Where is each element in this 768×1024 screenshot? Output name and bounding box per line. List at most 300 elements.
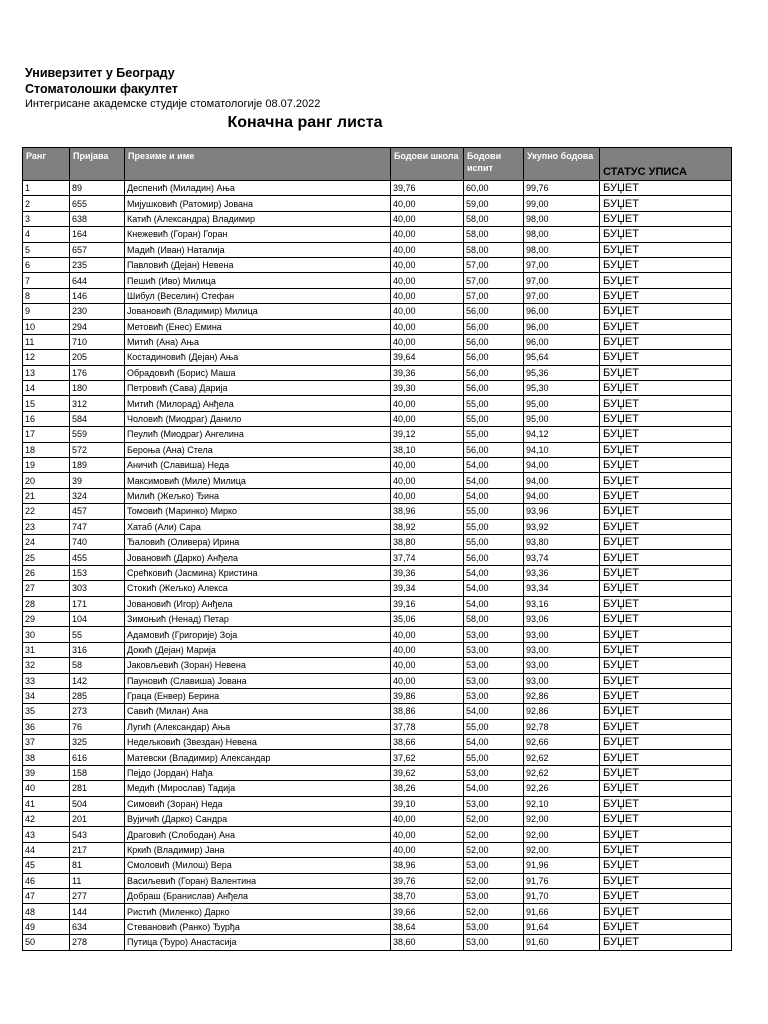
cell-status: БУЏЕТ: [600, 181, 732, 196]
table-row: [23, 519, 732, 534]
cell-status: БУЏЕТ: [600, 581, 732, 596]
cell-name: Мадић (Иван) Наталија: [125, 242, 391, 257]
cell-name: Драговић (Слободан) Ана: [125, 827, 391, 842]
cell-name: Костадиновић (Дејан) Ања: [125, 350, 391, 365]
cell-exam-points: 55,00: [464, 427, 524, 442]
cell-status: БУЏЕТ: [600, 365, 732, 380]
page-title: Коначна ранг листа: [227, 114, 383, 131]
cell-name: Јовановић (Игор) Анђела: [125, 596, 391, 611]
cell-exam-points: 53,00: [464, 935, 524, 950]
cell-school-points: 39,62: [391, 765, 464, 780]
cell-name: Пауновић (Славиша) Јована: [125, 673, 391, 688]
cell-status: БУЏЕТ: [600, 688, 732, 703]
cell-exam-points: 56,00: [464, 365, 524, 380]
cell-application: 504: [70, 796, 125, 811]
cell-exam-points: 56,00: [464, 550, 524, 565]
cell-name: Вујичић (Дарко) Сандра: [125, 812, 391, 827]
table-row: [23, 458, 732, 473]
table-row: [23, 919, 732, 934]
cell-total-points: 92,26: [524, 781, 600, 796]
cell-school-points: 40,00: [391, 242, 464, 257]
cell-exam-points: 52,00: [464, 904, 524, 919]
table-row: [23, 350, 732, 365]
cell-status: БУЏЕТ: [600, 842, 732, 857]
cell-status: БУЏЕТ: [600, 319, 732, 334]
cell-total-points: 91,76: [524, 873, 600, 888]
cell-school-points: 38,96: [391, 504, 464, 519]
cell-exam-points: 54,00: [464, 596, 524, 611]
cell-status: БУЏЕТ: [600, 888, 732, 903]
cell-application: 171: [70, 596, 125, 611]
cell-total-points: 93,00: [524, 642, 600, 657]
table-row: [23, 534, 732, 549]
cell-school-points: 37,62: [391, 750, 464, 765]
table-row: [23, 242, 732, 257]
table-row: [23, 211, 732, 226]
cell-status: БУЏЕТ: [600, 442, 732, 457]
cell-status: БУЏЕТ: [600, 458, 732, 473]
cell-total-points: 98,00: [524, 242, 600, 257]
cell-school-points: 40,00: [391, 627, 464, 642]
cell-name: Граца (Енвер) Берина: [125, 688, 391, 703]
cell-total-points: 99,76: [524, 181, 600, 196]
cell-status: БУЏЕТ: [600, 519, 732, 534]
cell-rank: 20: [23, 473, 70, 488]
cell-name: Кнежевић (Горан) Горан: [125, 227, 391, 242]
cell-application: 559: [70, 427, 125, 442]
table-row: [23, 427, 732, 442]
cell-application: 303: [70, 581, 125, 596]
table-row: [23, 611, 732, 626]
table-row: [23, 304, 732, 319]
cell-exam-points: 58,00: [464, 611, 524, 626]
cell-exam-points: 53,00: [464, 796, 524, 811]
table-row: [23, 565, 732, 580]
cell-status: БУЏЕТ: [600, 827, 732, 842]
table-row: [23, 935, 732, 950]
cell-rank: 33: [23, 673, 70, 688]
cell-exam-points: 55,00: [464, 519, 524, 534]
cell-application: 55: [70, 627, 125, 642]
cell-school-points: 38,26: [391, 781, 464, 796]
cell-rank: 10: [23, 319, 70, 334]
cell-total-points: 94,00: [524, 488, 600, 503]
cell-school-points: 40,00: [391, 319, 464, 334]
table-row: [23, 688, 732, 703]
cell-total-points: 95,64: [524, 350, 600, 365]
cell-status: БУЏЕТ: [600, 227, 732, 242]
table-row: [23, 704, 732, 719]
table-row: [23, 627, 732, 642]
ranking-table: [22, 147, 732, 951]
cell-total-points: 97,00: [524, 288, 600, 303]
table-row: [23, 227, 732, 242]
table-row: [23, 365, 732, 380]
cell-total-points: 91,70: [524, 888, 600, 903]
cell-rank: 1: [23, 181, 70, 196]
cell-rank: 9: [23, 304, 70, 319]
cell-name: Симовић (Зоран) Неда: [125, 796, 391, 811]
cell-exam-points: 56,00: [464, 304, 524, 319]
table-row: [23, 796, 732, 811]
cell-rank: 42: [23, 812, 70, 827]
table-row: [23, 273, 732, 288]
cell-name: Ђаловић (Оливера) Ирина: [125, 534, 391, 549]
table-row: [23, 504, 732, 519]
cell-name: Катић (Александра) Владимир: [125, 211, 391, 226]
cell-name: Недељковић (Звездан) Невена: [125, 735, 391, 750]
cell-school-points: 39,16: [391, 596, 464, 611]
cell-rank: 23: [23, 519, 70, 534]
cell-exam-points: 56,00: [464, 350, 524, 365]
cell-total-points: 92,00: [524, 827, 600, 842]
cell-exam-points: 56,00: [464, 381, 524, 396]
cell-school-points: 40,00: [391, 288, 464, 303]
cell-exam-points: 53,00: [464, 765, 524, 780]
cell-exam-points: 56,00: [464, 334, 524, 349]
cell-application: 158: [70, 765, 125, 780]
cell-total-points: 98,00: [524, 227, 600, 242]
table-row: [23, 442, 732, 457]
cell-application: 657: [70, 242, 125, 257]
cell-name: Берoња (Ана) Стела: [125, 442, 391, 457]
table-row: [23, 257, 732, 272]
cell-name: Јаковљевић (Зоран) Невена: [125, 658, 391, 673]
cell-total-points: 92,86: [524, 704, 600, 719]
cell-name: Медић (Мирослав) Тадија: [125, 781, 391, 796]
cell-status: БУЏЕТ: [600, 765, 732, 780]
cell-status: БУЏЕТ: [600, 935, 732, 950]
cell-school-points: 40,00: [391, 827, 464, 842]
cell-school-points: 40,00: [391, 812, 464, 827]
cell-total-points: 93,00: [524, 673, 600, 688]
cell-total-points: 92,00: [524, 812, 600, 827]
table-row: [23, 581, 732, 596]
cell-application: 457: [70, 504, 125, 519]
cell-rank: 28: [23, 596, 70, 611]
cell-application: 58: [70, 658, 125, 673]
cell-exam-points: 52,00: [464, 873, 524, 888]
cell-status: БУЏЕТ: [600, 427, 732, 442]
cell-name: Стокић (Жељко) Алекса: [125, 581, 391, 596]
cell-rank: 7: [23, 273, 70, 288]
table-row: [23, 196, 732, 211]
cell-exam-points: 53,00: [464, 627, 524, 642]
cell-exam-points: 58,00: [464, 211, 524, 226]
cell-total-points: 93,34: [524, 581, 600, 596]
cell-total-points: 94,00: [524, 473, 600, 488]
cell-school-points: 40,00: [391, 458, 464, 473]
cell-total-points: 95,30: [524, 381, 600, 396]
cell-name: Томовић (Маринко) Мирко: [125, 504, 391, 519]
cell-total-points: 94,12: [524, 427, 600, 442]
cell-rank: 14: [23, 381, 70, 396]
cell-application: 638: [70, 211, 125, 226]
cell-exam-points: 58,00: [464, 242, 524, 257]
col-header-name: Презиме и име: [125, 148, 391, 181]
cell-total-points: 96,00: [524, 304, 600, 319]
cell-name: Аничић (Славиша) Неда: [125, 458, 391, 473]
cell-rank: 27: [23, 581, 70, 596]
table-row: [23, 181, 732, 196]
cell-name: Пешић (Иво) Милица: [125, 273, 391, 288]
cell-name: Васиљевић (Горан) Валентина: [125, 873, 391, 888]
cell-school-points: 40,00: [391, 304, 464, 319]
cell-name: Ристић (Миленко) Дарко: [125, 904, 391, 919]
cell-school-points: 40,00: [391, 842, 464, 857]
cell-total-points: 93,16: [524, 596, 600, 611]
col-header-rank: Ранг: [23, 148, 70, 181]
cell-school-points: 40,00: [391, 227, 464, 242]
cell-exam-points: 53,00: [464, 858, 524, 873]
table-row: [23, 658, 732, 673]
cell-total-points: 92,62: [524, 765, 600, 780]
cell-name: Шибул (Веселин) Стефан: [125, 288, 391, 303]
table-row: [23, 812, 732, 827]
cell-total-points: 94,10: [524, 442, 600, 457]
cell-rank: 37: [23, 735, 70, 750]
cell-rank: 34: [23, 688, 70, 703]
cell-school-points: 38,80: [391, 534, 464, 549]
cell-rank: 22: [23, 504, 70, 519]
cell-exam-points: 55,00: [464, 534, 524, 549]
cell-rank: 50: [23, 935, 70, 950]
cell-rank: 26: [23, 565, 70, 580]
cell-status: БУЏЕТ: [600, 642, 732, 657]
table-row: [23, 873, 732, 888]
cell-school-points: 37,74: [391, 550, 464, 565]
cell-application: 176: [70, 365, 125, 380]
cell-status: БУЏЕТ: [600, 873, 732, 888]
table-row: [23, 827, 732, 842]
cell-rank: 45: [23, 858, 70, 873]
cell-rank: 17: [23, 427, 70, 442]
cell-status: БУЏЕТ: [600, 350, 732, 365]
cell-rank: 38: [23, 750, 70, 765]
cell-exam-points: 54,00: [464, 458, 524, 473]
cell-status: БУЏЕТ: [600, 381, 732, 396]
cell-application: 180: [70, 381, 125, 396]
cell-total-points: 97,00: [524, 257, 600, 272]
table-row: [23, 488, 732, 503]
cell-school-points: 38,86: [391, 704, 464, 719]
cell-exam-points: 57,00: [464, 288, 524, 303]
cell-name: Деспенић (Миладин) Ања: [125, 181, 391, 196]
cell-school-points: 38,66: [391, 735, 464, 750]
cell-name: Метовић (Енес) Емина: [125, 319, 391, 334]
cell-status: БУЏЕТ: [600, 704, 732, 719]
cell-application: 89: [70, 181, 125, 196]
cell-status: БУЏЕТ: [600, 411, 732, 426]
table-row: [23, 596, 732, 611]
cell-name: Зимоњић (Ненад) Петар: [125, 611, 391, 626]
table-row: [23, 642, 732, 657]
cell-exam-points: 53,00: [464, 642, 524, 657]
table-row: [23, 781, 732, 796]
cell-application: 81: [70, 858, 125, 873]
cell-school-points: 40,00: [391, 396, 464, 411]
cell-exam-points: 54,00: [464, 565, 524, 580]
cell-exam-points: 53,00: [464, 888, 524, 903]
cell-total-points: 95,00: [524, 396, 600, 411]
cell-rank: 30: [23, 627, 70, 642]
cell-exam-points: 54,00: [464, 581, 524, 596]
cell-status: БУЏЕТ: [600, 750, 732, 765]
cell-name: Докић (Дејан) Марија: [125, 642, 391, 657]
cell-rank: 18: [23, 442, 70, 457]
cell-application: 11: [70, 873, 125, 888]
cell-total-points: 93,00: [524, 627, 600, 642]
cell-rank: 21: [23, 488, 70, 503]
cell-application: 710: [70, 334, 125, 349]
cell-rank: 39: [23, 765, 70, 780]
cell-exam-points: 53,00: [464, 658, 524, 673]
cell-name: Адамовић (Григорије) Зоја: [125, 627, 391, 642]
col-header-status: СТАТУС УПИСА: [600, 148, 732, 181]
cell-application: 316: [70, 642, 125, 657]
cell-exam-points: 57,00: [464, 273, 524, 288]
cell-total-points: 91,66: [524, 904, 600, 919]
cell-status: БУЏЕТ: [600, 196, 732, 211]
cell-rank: 15: [23, 396, 70, 411]
cell-status: БУЏЕТ: [600, 611, 732, 626]
program-and-date: Интегрисане академске студије стоматологије 08.07.2022: [25, 98, 321, 110]
cell-name: Пеулић (Миодраг) Ангелина: [125, 427, 391, 442]
cell-name: Јовановић (Дарко) Анђела: [125, 550, 391, 565]
cell-name: Јовановић (Владимир) Милица: [125, 304, 391, 319]
cell-application: 312: [70, 396, 125, 411]
cell-status: БУЏЕТ: [600, 627, 732, 642]
cell-total-points: 93,36: [524, 565, 600, 580]
cell-exam-points: 56,00: [464, 442, 524, 457]
cell-rank: 40: [23, 781, 70, 796]
cell-total-points: 92,62: [524, 750, 600, 765]
cell-name: Максимовић (Миле) Милица: [125, 473, 391, 488]
cell-application: 205: [70, 350, 125, 365]
cell-exam-points: 54,00: [464, 735, 524, 750]
table-row: [23, 319, 732, 334]
cell-school-points: 39,76: [391, 873, 464, 888]
cell-school-points: 40,00: [391, 411, 464, 426]
cell-rank: 32: [23, 658, 70, 673]
cell-school-points: 39,34: [391, 581, 464, 596]
cell-exam-points: 59,00: [464, 196, 524, 211]
table-header-row: [23, 148, 732, 181]
cell-rank: 13: [23, 365, 70, 380]
cell-total-points: 96,00: [524, 334, 600, 349]
cell-application: 543: [70, 827, 125, 842]
cell-total-points: 91,64: [524, 919, 600, 934]
cell-rank: 31: [23, 642, 70, 657]
cell-school-points: 40,00: [391, 488, 464, 503]
cell-exam-points: 53,00: [464, 688, 524, 703]
cell-application: 144: [70, 904, 125, 919]
col-header-exam-points: Бодови испит: [464, 148, 524, 181]
cell-application: 325: [70, 735, 125, 750]
cell-exam-points: 53,00: [464, 673, 524, 688]
table-row: [23, 719, 732, 734]
cell-school-points: 39,64: [391, 350, 464, 365]
table-row: [23, 888, 732, 903]
cell-status: БУЏЕТ: [600, 488, 732, 503]
cell-name: Милић (Жељко) Ђина: [125, 488, 391, 503]
cell-status: БУЏЕТ: [600, 858, 732, 873]
cell-status: БУЏЕТ: [600, 504, 732, 519]
cell-name: Митић (Милорад) Анђела: [125, 396, 391, 411]
cell-application: 455: [70, 550, 125, 565]
cell-total-points: 93,00: [524, 658, 600, 673]
cell-total-points: 92,78: [524, 719, 600, 734]
cell-school-points: 39,66: [391, 904, 464, 919]
cell-total-points: 91,96: [524, 858, 600, 873]
cell-total-points: 96,00: [524, 319, 600, 334]
cell-school-points: 39,30: [391, 381, 464, 396]
cell-school-points: 39,86: [391, 688, 464, 703]
cell-rank: 43: [23, 827, 70, 842]
cell-school-points: 38,64: [391, 919, 464, 934]
cell-total-points: 95,00: [524, 411, 600, 426]
cell-rank: 35: [23, 704, 70, 719]
cell-application: 278: [70, 935, 125, 950]
cell-status: БУЏЕТ: [600, 334, 732, 349]
cell-rank: 47: [23, 888, 70, 903]
col-header-application: Пријава: [70, 148, 125, 181]
cell-application: 572: [70, 442, 125, 457]
cell-name: Кркић (Владимир) Јана: [125, 842, 391, 857]
cell-application: 189: [70, 458, 125, 473]
cell-status: БУЏЕТ: [600, 781, 732, 796]
cell-application: 153: [70, 565, 125, 580]
cell-name: Добраш (Бранислав) Анђела: [125, 888, 391, 903]
cell-status: БУЏЕТ: [600, 812, 732, 827]
cell-exam-points: 55,00: [464, 719, 524, 734]
cell-application: 281: [70, 781, 125, 796]
cell-application: 740: [70, 534, 125, 549]
cell-school-points: 40,00: [391, 658, 464, 673]
cell-application: 324: [70, 488, 125, 503]
cell-exam-points: 58,00: [464, 227, 524, 242]
table-row: [23, 396, 732, 411]
cell-school-points: 38,10: [391, 442, 464, 457]
cell-total-points: 92,00: [524, 842, 600, 857]
cell-exam-points: 60,00: [464, 181, 524, 196]
cell-status: БУЏЕТ: [600, 673, 732, 688]
cell-name: Стевановић (Ранко) Ђурђа: [125, 919, 391, 934]
table-row: [23, 381, 732, 396]
cell-exam-points: 54,00: [464, 781, 524, 796]
cell-name: Путица (Ђуро) Анастасија: [125, 935, 391, 950]
table-row: [23, 750, 732, 765]
cell-school-points: 39,12: [391, 427, 464, 442]
cell-application: 285: [70, 688, 125, 703]
cell-status: БУЏЕТ: [600, 304, 732, 319]
cell-status: БУЏЕТ: [600, 534, 732, 549]
cell-total-points: 93,96: [524, 504, 600, 519]
cell-status: БУЏЕТ: [600, 719, 732, 734]
cell-status: БУЏЕТ: [600, 396, 732, 411]
cell-exam-points: 54,00: [464, 473, 524, 488]
cell-total-points: 94,00: [524, 458, 600, 473]
cell-school-points: 35,06: [391, 611, 464, 626]
cell-name: Петровић (Сава) Дарија: [125, 381, 391, 396]
cell-status: БУЏЕТ: [600, 735, 732, 750]
cell-exam-points: 55,00: [464, 750, 524, 765]
cell-rank: 6: [23, 257, 70, 272]
cell-application: 76: [70, 719, 125, 734]
table-row: [23, 288, 732, 303]
cell-rank: 29: [23, 611, 70, 626]
cell-name: Срећковић (Јасмина) Кристина: [125, 565, 391, 580]
